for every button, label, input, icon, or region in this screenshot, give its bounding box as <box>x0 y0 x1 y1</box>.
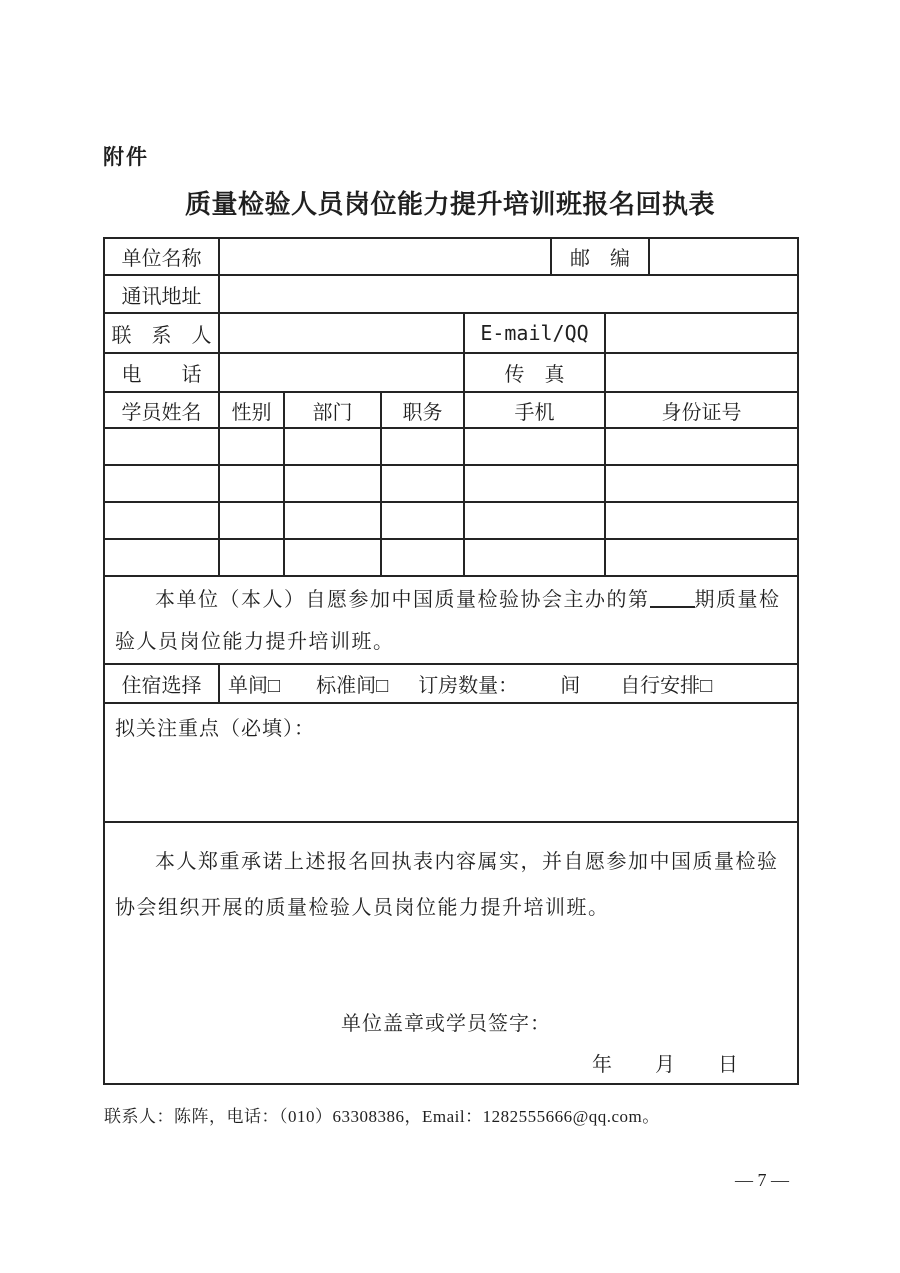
email-qq-value <box>605 313 798 353</box>
student-cell <box>284 465 381 502</box>
participation-row <box>104 576 798 664</box>
declaration-text: 本人郑重承诺上述报名回执表内容属实，并自愿参加中国质量检验协会组织开展的质量检验人员岗位能力提升培训班。 <box>115 851 779 919</box>
signature-label: 单位盖章或学员签字： <box>341 1013 551 1035</box>
student-cell <box>284 539 381 576</box>
postal-code-label: 邮 编 <box>551 238 649 275</box>
contact-person-value <box>219 313 464 353</box>
statement-after-blank: 期质量检验人员岗位能力提升培训班。 <box>115 589 781 653</box>
address-value <box>219 275 798 313</box>
address-label: 通讯地址 <box>104 275 219 313</box>
student-cell <box>464 539 605 576</box>
mobile-header: 手机 <box>464 392 605 428</box>
student-cell <box>219 465 284 502</box>
email-qq-label: E-mail/QQ <box>464 313 605 353</box>
students-header-row <box>104 392 798 428</box>
gender-header: 性别 <box>219 392 284 428</box>
page-title: 质量检验人员岗位能力提升培训班报名回执表 <box>184 189 715 219</box>
student-cell <box>381 465 464 502</box>
position-header: 职务 <box>381 392 464 428</box>
single-room-checkbox-option: 单间□ <box>228 675 281 697</box>
participation-statement-cell <box>104 576 798 664</box>
student-cell <box>464 428 605 465</box>
student-cell <box>104 502 219 539</box>
phone-value <box>219 353 464 392</box>
declaration-cell <box>104 822 798 1084</box>
id-number-header: 身份证号 <box>605 392 798 428</box>
student-cell <box>219 502 284 539</box>
statement-before-blank: 本单位（本人）自愿参加中国质量检验协会主办的第 <box>155 589 650 611</box>
student-row <box>104 465 798 502</box>
accommodation-row <box>104 664 798 703</box>
student-cell <box>284 428 381 465</box>
declaration-row <box>104 822 798 1084</box>
contact-person-row <box>104 313 798 353</box>
postal-code-value <box>649 238 798 275</box>
date-line: 年 月 日 <box>592 1054 739 1076</box>
footer-contact-note: 联系人：陈阵，电话：（010）63308386，Email：1282555666@qq.com。 <box>104 1107 660 1126</box>
unit-name-value <box>219 238 551 275</box>
student-cell <box>104 539 219 576</box>
session-number-blank <box>650 586 695 608</box>
department-header: 部门 <box>284 392 381 428</box>
student-row <box>104 539 798 576</box>
student-cell <box>605 539 798 576</box>
registration-form-table <box>103 237 799 1085</box>
quantity-unit-label: 间 <box>560 675 581 697</box>
standard-room-checkbox-option: 标准间□ <box>316 675 389 697</box>
student-cell <box>104 428 219 465</box>
student-cell <box>605 428 798 465</box>
student-cell <box>464 502 605 539</box>
page-number: — 7 — <box>735 1170 789 1190</box>
booking-quantity-label: 订房数量： <box>418 675 519 697</box>
accommodation-options <box>220 669 797 698</box>
student-name-header: 学员姓名 <box>104 392 219 428</box>
phone-row <box>104 353 798 392</box>
student-cell <box>219 428 284 465</box>
contact-person-label: 联 系 人 <box>104 313 219 353</box>
attachment-label: 附件 <box>103 146 149 169</box>
student-row <box>104 428 798 465</box>
student-cell <box>605 465 798 502</box>
participation-statement <box>105 577 797 663</box>
phone-label: 电 话 <box>104 353 219 392</box>
student-cell <box>464 465 605 502</box>
student-cell <box>284 502 381 539</box>
focus-row <box>104 703 798 822</box>
fax-label: 传 真 <box>464 353 605 392</box>
student-cell <box>381 502 464 539</box>
focus-label: 拟关注重点（必填）： <box>104 703 798 822</box>
student-cell <box>381 428 464 465</box>
accommodation-label: 住宿选择 <box>104 664 219 703</box>
student-cell <box>605 502 798 539</box>
fax-value <box>605 353 798 392</box>
self-arrange-checkbox-option: 自行安排□ <box>620 675 713 697</box>
unit-name-label: 单位名称 <box>104 238 219 275</box>
student-cell <box>104 465 219 502</box>
student-cell <box>219 539 284 576</box>
accommodation-options-cell <box>219 664 798 703</box>
student-row <box>104 502 798 539</box>
address-row <box>104 275 798 313</box>
unit-name-row <box>104 238 798 275</box>
student-cell <box>381 539 464 576</box>
